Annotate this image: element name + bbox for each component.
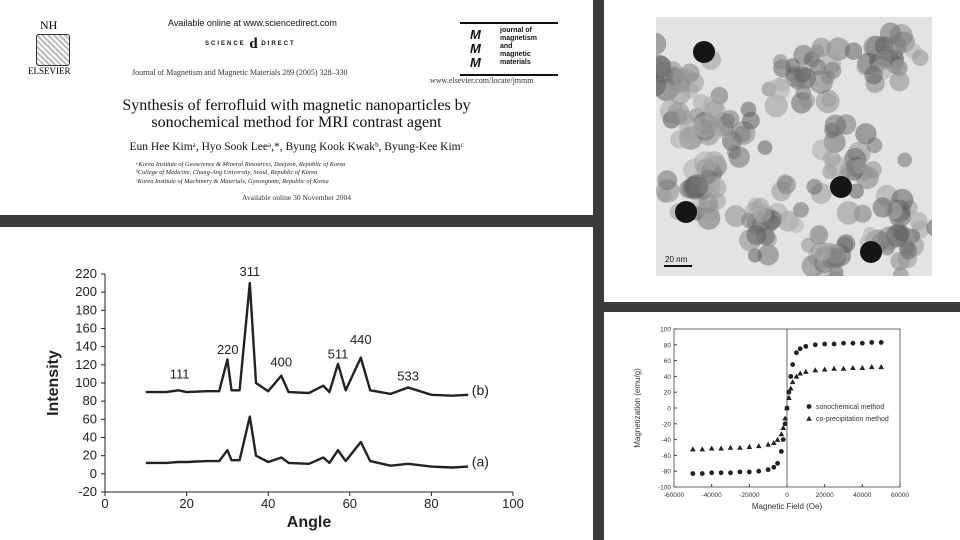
y-tick-label: 160 — [75, 320, 97, 336]
x-tick-label: -40000 — [701, 492, 722, 499]
nanoparticle — [864, 66, 882, 84]
nanoparticle — [867, 138, 883, 154]
nanoparticle — [657, 188, 672, 203]
y-tick-label: 0 — [667, 405, 671, 413]
data-point-sonochemical — [790, 362, 795, 367]
data-point-sonochemical — [781, 437, 786, 442]
x-tick-label: 40000 — [853, 492, 872, 499]
nanoparticle — [826, 244, 846, 264]
scale-bar — [664, 265, 692, 267]
y-tick-label: 40 — [663, 373, 671, 381]
paper-title: Synthesis of ferrofluid with magnetic nanoparticles by sonochemical method for MRI contrast agent — [122, 97, 471, 131]
data-point-sonochemical — [779, 449, 784, 454]
elsevier-tree-logo — [36, 34, 70, 66]
y-tick-label: 80 — [82, 393, 97, 409]
y-tick-label: 60 — [82, 411, 97, 427]
paper-header-panel — [0, 0, 593, 215]
nanoparticle — [900, 242, 917, 259]
nanoparticle — [864, 161, 881, 178]
y-tick-label: 120 — [75, 356, 97, 372]
nanoparticle — [672, 68, 693, 89]
data-point-sonochemical — [851, 341, 856, 346]
publisher-name: ELSEVIER — [28, 66, 71, 76]
data-point-sonochemical — [719, 470, 724, 475]
y-tick-label: 180 — [75, 302, 97, 318]
y-tick-label: 20 — [663, 389, 671, 397]
available-online-text: Available online at www.sciencedirect.com — [168, 18, 337, 28]
y-tick-label: -60 — [661, 452, 671, 460]
scale-bar-label: 20 nm — [665, 255, 688, 264]
data-point-sonochemical — [832, 342, 837, 347]
data-point-coprecipitation — [841, 366, 847, 371]
nanoparticle — [810, 44, 825, 59]
data-point-coprecipitation — [831, 366, 837, 371]
x-tick-label: 40 — [260, 496, 276, 511]
nanoparticle — [889, 71, 909, 91]
data-point-sonochemical — [813, 342, 818, 347]
data-point-sonochemical — [788, 374, 793, 379]
data-point-coprecipitation — [756, 443, 762, 448]
y-tick-label: 140 — [75, 338, 97, 354]
data-point-sonochemical — [738, 470, 743, 475]
data-point-sonochemical — [756, 469, 761, 474]
nanoparticle — [912, 50, 928, 66]
data-point-sonochemical — [700, 471, 705, 476]
paper-authors: Eun Hee Kimᵃ, Hyo Sook Leeᵃ,*, Byung Kook Kwakᵇ, Byung-Kee Kimᶜ — [129, 141, 464, 153]
data-point-coprecipitation — [788, 385, 794, 390]
y-tick-label: 0 — [89, 465, 97, 481]
nanoparticle — [657, 170, 677, 190]
data-point-coprecipitation — [747, 444, 753, 449]
peak-label: 111 — [169, 366, 190, 382]
nanoparticle — [693, 116, 714, 137]
data-point-coprecipitation — [797, 370, 803, 375]
x-tick-label: 20000 — [815, 492, 834, 499]
magnetization-chart-panel — [604, 312, 960, 540]
data-point-sonochemical — [822, 342, 827, 347]
legend-label: sonochemical method — [816, 404, 885, 411]
nanoparticle — [752, 203, 771, 222]
xrd-chart — [0, 227, 593, 540]
data-point-coprecipitation — [699, 446, 705, 451]
nanoparticle — [667, 102, 689, 124]
xrd-series-line-1 — [146, 283, 468, 396]
y-tick-label: -40 — [661, 437, 671, 445]
nanoparticle — [729, 146, 750, 167]
nanoparticle — [773, 54, 788, 69]
journal-citation: Journal of Magnetism and Magnetic Materials 289 (2005) 328–330 — [132, 68, 348, 77]
data-point-sonochemical — [869, 340, 874, 345]
available-online-date: Available online 30 November 2004 — [242, 193, 351, 202]
x-tick-label: 60 — [342, 496, 358, 511]
y-tick-label: -20 — [661, 421, 671, 429]
nanoparticle — [897, 153, 912, 168]
journal-logo: M M M journal of magnetism and magnetic materials — [460, 22, 558, 76]
nanoparticle — [767, 78, 790, 101]
data-point-coprecipitation — [709, 445, 715, 450]
y-tick-label: 80 — [663, 342, 671, 350]
data-point-coprecipitation — [737, 445, 743, 450]
x-tick-label: 60000 — [890, 492, 910, 499]
nanoparticle — [821, 70, 835, 84]
dense-nanoparticle — [675, 201, 697, 223]
journal-url: www.elsevier.com/locate/jmmm — [430, 76, 534, 85]
dense-nanoparticle — [830, 176, 852, 198]
legend-label: co-precipitation method — [816, 416, 889, 423]
data-point-coprecipitation — [812, 367, 818, 372]
data-point-sonochemical — [690, 471, 695, 476]
nanoparticle — [699, 193, 718, 212]
data-point-coprecipitation — [850, 365, 856, 370]
peak-label: 400 — [270, 354, 293, 370]
nanoparticle — [721, 110, 739, 128]
data-point-coprecipitation — [728, 445, 734, 450]
x-tick-label: 80 — [424, 496, 439, 511]
y-tick-label: 100 — [75, 375, 97, 390]
data-point-sonochemical — [747, 470, 752, 475]
tem-micrograph — [656, 17, 932, 276]
y-tick-label: 60 — [663, 358, 671, 366]
nanoparticle — [746, 225, 766, 245]
x-axis-label: Angle — [286, 514, 332, 531]
magnetization-chart — [604, 312, 960, 540]
data-point-sonochemical — [709, 470, 714, 475]
nanoparticle — [794, 65, 811, 82]
author-affiliations: ᵃKorea Institute of Geoscience & Mineral Resources, Daejeon, Republic of Korea ᵇCollege of Medicine, Chung-Ang University, Seoul, Republic of Korea ᶜKorea Institute of Machinery & Materials, Gyeongnam, Republic of Korea — [136, 161, 346, 185]
y-tick-label: 40 — [82, 429, 97, 445]
journal-logo-text: journal of magnetism and magnetic materials — [500, 27, 537, 66]
legend-marker-triangle — [806, 416, 812, 421]
y-axis-label: Intensity — [45, 350, 62, 416]
y-tick-label: 200 — [75, 284, 97, 300]
nanoparticle — [837, 201, 861, 225]
peak-label: 220 — [216, 341, 239, 357]
data-point-coprecipitation — [869, 364, 875, 369]
peak-label: 533 — [397, 368, 419, 384]
x-tick-label: 100 — [502, 496, 524, 511]
y-axis-label: Magnetization (emu/g) — [633, 368, 642, 448]
data-point-coprecipitation — [765, 442, 771, 447]
data-point-coprecipitation — [718, 445, 724, 450]
y-tick-label: -20 — [78, 484, 97, 499]
y-tick-label: 100 — [660, 326, 671, 334]
dense-nanoparticle — [860, 241, 882, 263]
x-tick-label: 0 — [785, 492, 789, 499]
data-point-coprecipitation — [779, 431, 785, 436]
nanoparticle — [825, 155, 847, 177]
data-point-sonochemical — [766, 467, 771, 472]
data-point-coprecipitation — [690, 446, 696, 451]
data-point-sonochemical — [860, 341, 865, 346]
data-point-coprecipitation — [775, 437, 781, 442]
nanoparticle — [825, 115, 847, 137]
series-label: (a) — [471, 453, 489, 470]
peak-label: 440 — [349, 331, 372, 347]
nanoparticle — [809, 226, 828, 245]
x-axis-label: Magnetic Field (Oe) — [751, 502, 823, 511]
nanoparticle — [793, 202, 809, 218]
data-point-sonochemical — [841, 341, 846, 346]
data-point-sonochemical — [798, 346, 803, 351]
data-point-sonochemical — [786, 390, 791, 395]
x-tick-label: 20 — [179, 496, 194, 511]
y-tick-label: -100 — [657, 484, 671, 492]
tem-image-panel — [604, 0, 960, 302]
data-point-sonochemical — [775, 461, 780, 466]
nanoparticle — [741, 102, 757, 118]
data-point-coprecipitation — [860, 365, 866, 370]
nanoparticle — [789, 218, 804, 233]
data-point-sonochemical — [879, 340, 884, 345]
peak-label: 511 — [327, 346, 349, 362]
series-label: (b) — [471, 381, 489, 398]
nanoparticle — [777, 175, 796, 194]
nanoparticle — [701, 169, 716, 184]
peak-label: 311 — [239, 263, 261, 279]
data-point-sonochemical — [771, 465, 776, 470]
y-tick-label: -80 — [661, 468, 671, 476]
x-tick-label: -20000 — [739, 492, 760, 499]
data-point-coprecipitation — [878, 364, 884, 369]
dense-nanoparticle — [693, 41, 715, 63]
y-tick-label: 220 — [75, 266, 97, 281]
data-point-sonochemical — [728, 470, 733, 475]
nanoparticle — [656, 33, 666, 55]
x-tick-label: -60000 — [663, 492, 685, 499]
nanoparticle — [873, 197, 893, 217]
y-tick-label: 20 — [82, 447, 97, 463]
legend-marker-circle — [807, 404, 812, 409]
nanoparticle — [799, 92, 815, 108]
data-point-sonochemical — [803, 344, 808, 349]
sciencedirect-logo: SCIENCE d DIRECT — [205, 36, 296, 52]
data-point-coprecipitation — [790, 379, 796, 384]
nanoparticle — [758, 140, 773, 155]
nanoparticle — [875, 51, 891, 67]
x-tick-label: 0 — [101, 496, 109, 511]
xrd-series-line-0 — [146, 417, 468, 468]
publisher-mark: NH — [40, 18, 58, 32]
xrd-chart-panel — [0, 227, 593, 540]
data-point-coprecipitation — [822, 366, 828, 371]
data-point-sonochemical — [794, 350, 799, 355]
nanoparticle — [806, 179, 822, 195]
data-point-coprecipitation — [803, 369, 809, 374]
